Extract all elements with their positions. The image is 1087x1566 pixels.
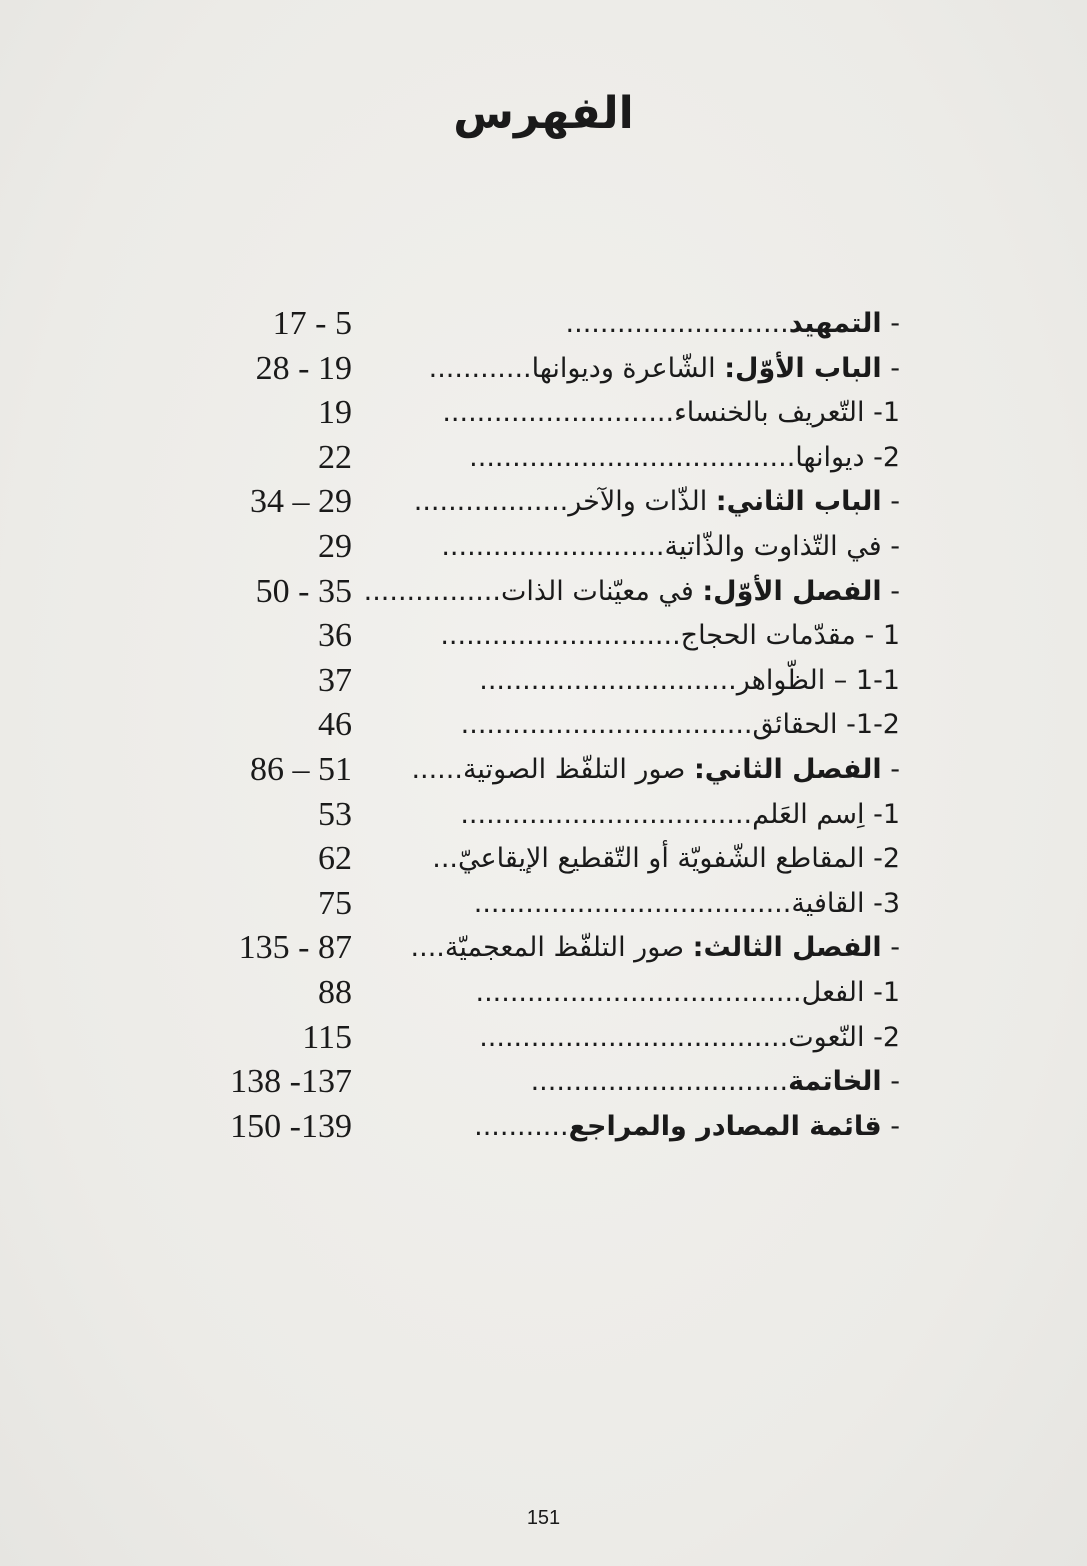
toc-entry-prefix: - [881,932,900,964]
toc-entry-leader-dots: ........................... [442,397,675,429]
toc-entry-label: التّعريف بالخنساء [674,397,865,429]
toc-entry-prefix: 2- [864,441,900,473]
toc-entry-prefix: 1- [864,397,900,429]
toc-entry [566,302,900,346]
toc-entry-leader-dots: ........... [474,1110,569,1142]
toc-page-range: 22 [318,438,352,476]
toc-entry-prefix: - [881,1066,900,1098]
toc-entry-label: النّعوت [788,1021,865,1053]
toc-entry-heading: الباب الثاني: [715,486,882,518]
toc-entry-leader-dots: .............................. [530,1066,789,1098]
toc-row [200,614,900,659]
toc-entry-label: الذّات والآخر [568,486,716,518]
toc-entry [442,391,900,435]
toc-entry-label: المقاطع الشّفويّة أو التّقطيع الإيقاعيّ [458,843,865,875]
toc-entry-prefix: - [881,352,900,384]
toc-entry-prefix: 1-2- [837,709,900,741]
page-title: الفهرس [453,88,634,139]
toc-entry-label: اِسم العَلم [752,798,865,830]
toc-entry-label: في التّذاوت والذّاتية [664,530,882,562]
toc-entry [460,793,900,837]
toc-page-range: 36 [318,617,352,655]
toc-page-range: 17 - 5 [272,305,352,342]
toc-entry-label: الحقائق [752,709,838,741]
toc-page-range: 150 -139 [230,1107,352,1145]
toc-row [200,926,900,971]
toc-entry [440,614,900,658]
toc-entry-label: صور التلفّظ الصوتية [462,753,694,785]
toc-row [200,793,900,838]
toc-entry-leader-dots: ............................ [440,620,681,652]
toc-row [200,703,900,748]
toc-entry-leader-dots: .... [410,932,445,964]
table-of-contents [200,302,900,1149]
toc-row [200,1060,900,1105]
toc-entry-prefix: - [881,486,900,518]
toc-entry-label: الفعل [801,976,865,1008]
toc-entry [479,1016,900,1060]
toc-page-range: 37 [318,661,352,699]
toc-entry-heading: قائمة المصادر والمراجع [568,1110,882,1142]
toc-page-range: 138 -137 [230,1063,352,1101]
toc-entry-prefix: 2- [864,843,900,875]
toc-entry [411,748,900,792]
toc-entry-leader-dots: ..................................... [473,887,792,919]
toc-entry [441,525,900,569]
toc-entry-leader-dots: .................................. [460,709,753,741]
toc-entry-leader-dots: .......................... [565,308,789,339]
toc-row [200,1105,900,1150]
toc-entry [531,1060,900,1104]
toc-page-range: 34 – 29 [250,483,352,521]
toc-entry-leader-dots: ................ [363,575,501,607]
toc-row [200,391,900,436]
toc-row [200,436,900,481]
page-number: 151 [526,1507,561,1529]
toc-page-range: 28 - 19 [255,349,352,387]
toc-page-range: 88 [318,973,352,1011]
toc-entry-leader-dots: ...... [411,753,463,785]
toc-page-range: 135 - 87 [238,929,352,967]
toc-row [200,347,900,392]
toc-row [200,525,900,570]
toc-entry-leader-dots: .......................... [441,530,665,562]
toc-entry-prefix: - [881,753,900,785]
toc-entry [461,703,900,747]
toc-entry [474,882,900,926]
toc-entry-prefix: - [881,575,900,607]
toc-entry-heading: الفصل الثالث: [692,932,882,964]
toc-row [200,971,900,1016]
toc-page-range: 53 [318,795,352,833]
toc-page-range: 62 [318,840,352,878]
toc-entry-prefix: 1- [864,976,900,1008]
toc-page-range: 46 [318,706,352,744]
toc-entry-heading: الفصل الأوّل: [702,575,882,607]
toc-entry-prefix: 1- [864,798,900,830]
toc-entry-heading: التمهيد [788,308,882,339]
toc-entry-label: في معيّنات الذات [500,575,703,607]
toc-row [200,882,900,927]
toc-entry-label: القافية [791,887,865,919]
toc-entry [432,837,900,881]
toc-entry-leader-dots: ...................................... [469,441,796,473]
toc-page-range: 29 [318,527,352,565]
toc-entry-heading: الخاتمة [788,1066,882,1098]
toc-row [200,480,900,525]
toc-entry-leader-dots: .................................... [479,1021,789,1053]
toc-entry [364,570,900,614]
toc-row [200,570,900,615]
toc-entry-prefix: 1 - [855,620,900,652]
toc-row [200,1016,900,1061]
toc-page-range: 75 [318,884,352,922]
toc-entry-leader-dots: .............................. [479,664,737,696]
toc-entry [469,436,900,480]
toc-entry-leader-dots: ............ [428,352,532,384]
toc-page-range: 19 [318,394,352,432]
toc-row [200,659,900,704]
toc-entry-label: ديوانها [795,441,865,473]
toc-entry [474,1105,900,1149]
toc-page-range: 50 - 35 [255,572,352,610]
toc-entry-prefix: - [881,530,900,562]
toc-row [200,302,900,347]
toc-entry [475,971,900,1015]
toc-entry-label: الشّاعرة وديوانها [531,352,725,384]
toc-entry-prefix: 1-1 – [825,664,900,696]
toc-entry [429,347,900,391]
toc-entry-prefix: 2- [864,1021,900,1053]
toc-page-range: 115 [302,1018,352,1056]
toc-entry [414,480,900,524]
toc-entry-label: مقدّمات الحجاج [680,620,856,652]
toc-entry-leader-dots: ...................................... [475,976,802,1008]
toc-entry-leader-dots: .................. [413,486,569,518]
toc-entry-label: صور التلفّظ المعجميّة [444,932,693,964]
toc-entry-heading: الباب الأوّل: [724,352,882,384]
toc-entry-label: الظّواهر [736,664,826,696]
toc-row [200,748,900,793]
toc-entry-leader-dots: ... [432,843,458,875]
toc-page-range: 86 – 51 [250,750,352,788]
toc-entry [479,659,900,703]
toc-row [200,837,900,882]
toc-entry-heading: الفصل الثاني: [693,753,882,785]
toc-entry-leader-dots: .................................. [460,798,753,830]
toc-entry-prefix: - [881,308,900,339]
toc-entry [411,926,900,970]
toc-entry-prefix: 3- [864,887,900,919]
toc-entry-prefix: - [881,1110,900,1142]
